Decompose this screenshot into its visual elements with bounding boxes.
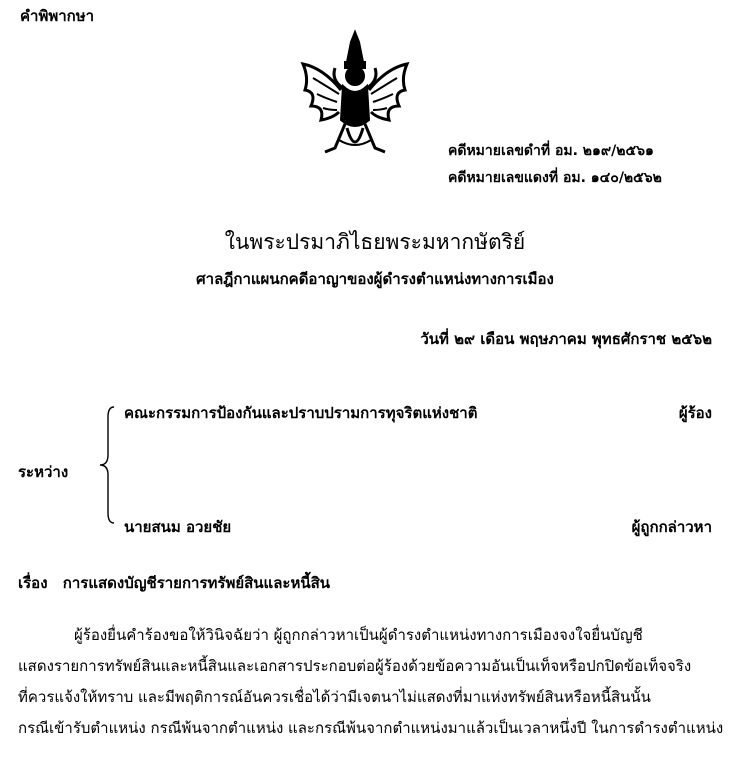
subject-text: การแสดงบัญชีรายการทรัพย์สินและหนี้สิน	[62, 574, 331, 592]
subject-label: เรื่อง	[18, 574, 48, 592]
garuda-emblem-icon	[295, 28, 415, 158]
plaintiff-name: คณะกรรมการป้องกันและปราบปรามการทุจริตแห่งชาติ	[124, 404, 478, 422]
body-line: ผู้ร้องยื่นคำร้องขอให้วินิจฉัยว่า ผู้ถูกกล่าวหาเป็นผู้ดำรงตำแหน่งทางการเมืองจงใจยื่นบัญชี	[74, 626, 643, 644]
heading-king: ในพระปรมาภิไธยพระมหากษัตริย์	[224, 230, 526, 254]
body-line: แสดงรายการทรัพย์สินและหนี้สินและเอกสารประกอบต่อผู้ร้องด้วยข้อความอันเป็นเท็จหรือปกปิดข้อเท็จจริง	[18, 657, 692, 675]
red-case-number: คดีหมายเลขแดงที่ อม. ๑๔๐/๒๕๖๒	[448, 170, 662, 186]
body-line: ที่ควรแจ้งให้ทราบ และมีพฤติการณ์อันควรเชื่อได้ว่ามีเจตนาไม่แสดงที่มาแห่งทรัพย์สินหรือหนี้สินนั้น	[18, 688, 651, 706]
defendant-name: นายสนม อวยชัย	[124, 518, 232, 536]
between-label: ระหว่าง	[18, 463, 69, 481]
defendant-role: ผู้ถูกกล่าวหา	[631, 518, 712, 536]
plaintiff-role: ผู้ร้อง	[678, 404, 712, 422]
heading-court: ศาลฎีกาแผนกคดีอาญาของผู้ดำรงตำแหน่งทางการเมือง	[196, 270, 554, 288]
judgment-date: วันที่ ๒๙ เดือน พฤษภาคม พุทธศักราช ๒๕๖๒	[420, 330, 712, 348]
body-line: กรณีเข้ารับตำแหน่ง กรณีพ้นจากตำแหน่ง และกรณีพ้นจากตำแหน่งมาแล้วเป็นเวลาหนึ่งปี ในการดำรงตำแหน่ง	[18, 719, 724, 737]
judgment-body	[18, 620, 730, 744]
parties-brace	[96, 405, 118, 525]
document-type: คำพิพากษา	[20, 7, 95, 25]
black-case-number: คดีหมายเลขดำที่ อม. ๒๑๙/๒๕๖๑	[448, 143, 654, 159]
subject-line	[18, 571, 330, 595]
